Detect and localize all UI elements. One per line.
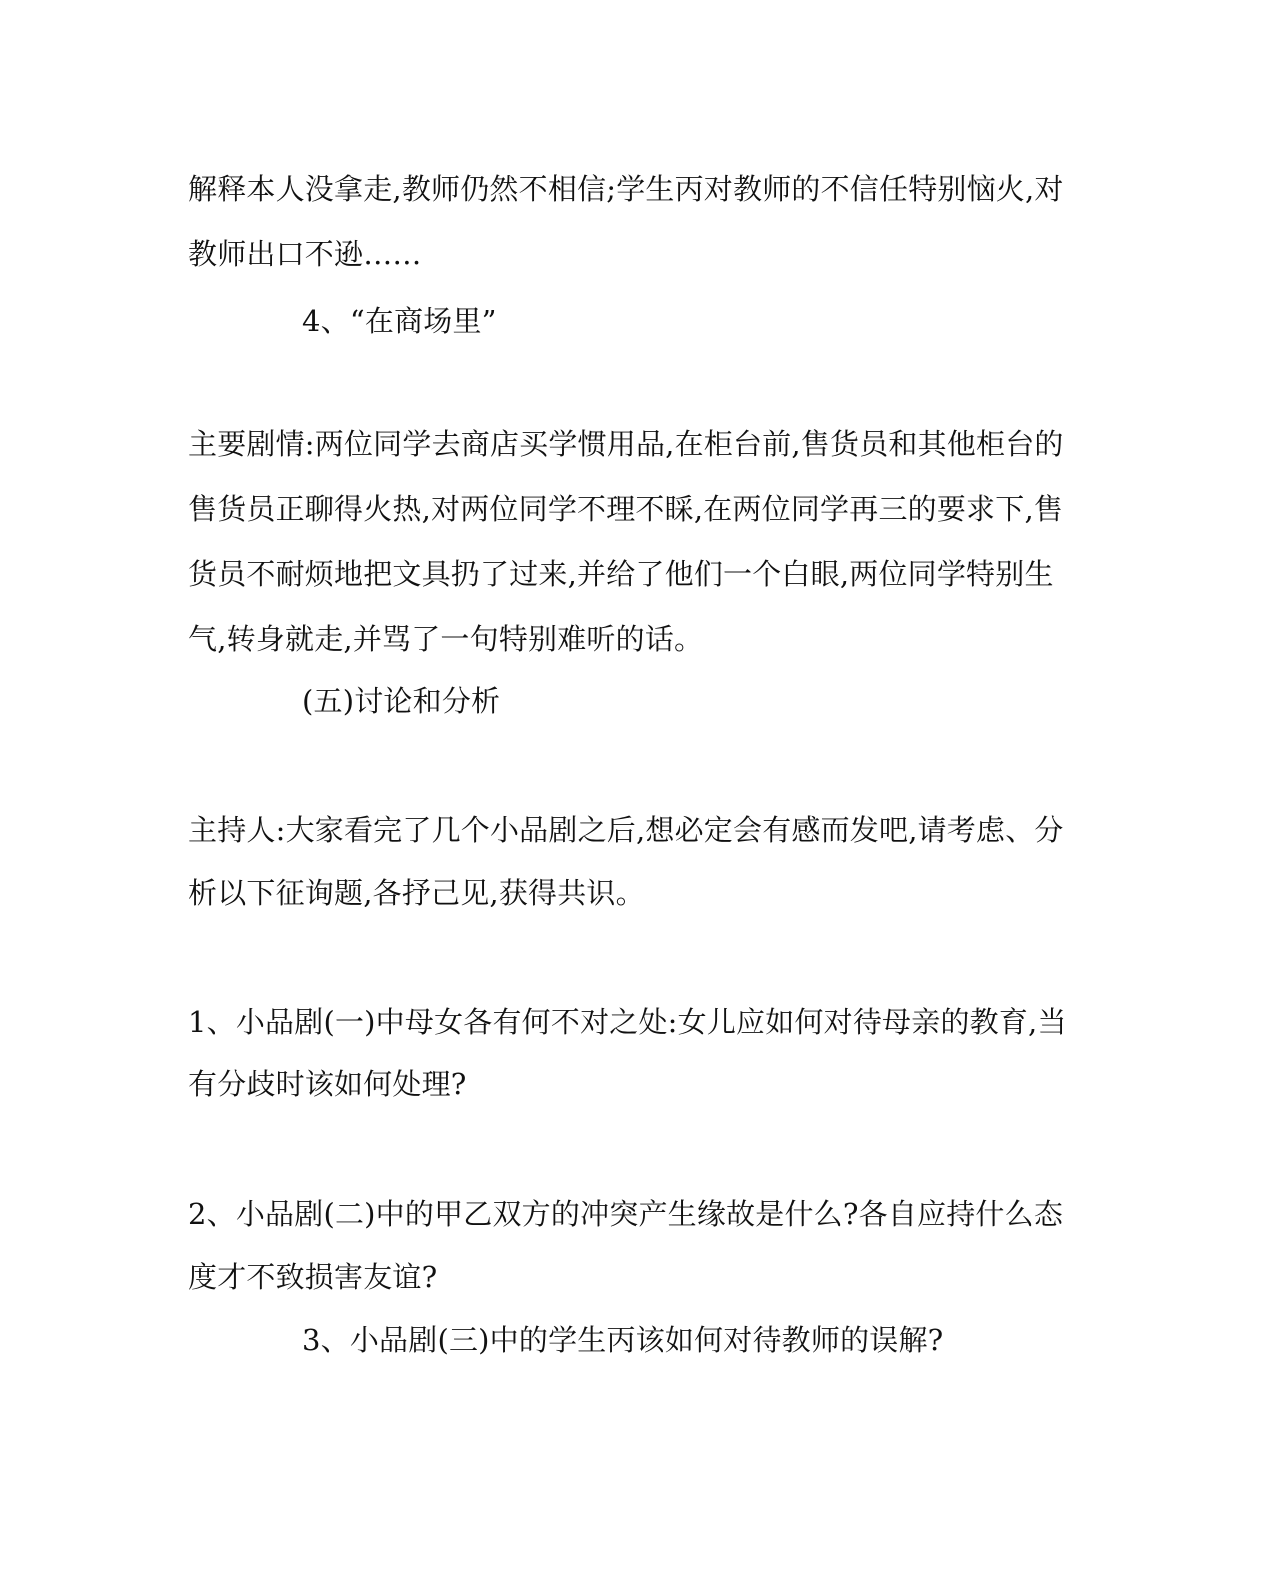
question-line: 1、小品剧(一)中母女各有何不对之处:女儿应如何对待母亲的教育,当 bbox=[188, 1005, 1067, 1039]
question-line: 3、小品剧(三)中的学生丙该如何对待教师的误解? bbox=[302, 1323, 944, 1357]
paragraph-line: 主持人:大家看完了几个小品剧之后,想必定会有感而发吧,请考虑、分 bbox=[188, 813, 1064, 847]
question-line: 2、小品剧(二)中的甲乙双方的冲突产生缘故是什么?各自应持什么态 bbox=[188, 1197, 1064, 1231]
paragraph-line: 售货员正聊得火热,对两位同学不理不睬,在两位同学再三的要求下,售 bbox=[188, 492, 1064, 526]
paragraph-line: 货员不耐烦地把文具扔了过来,并给了他们一个白眼,两位同学特别生 bbox=[188, 557, 1054, 591]
section-heading: 4、“在商场里” bbox=[302, 304, 497, 338]
paragraph-line: 教师出口不逊…… bbox=[188, 237, 422, 271]
paragraph-line: 气,转身就走,并骂了一句特别难听的话。 bbox=[188, 622, 704, 656]
paragraph-line: 析以下征询题,各抒己见,获得共识。 bbox=[188, 876, 645, 910]
question-line: 度才不致损害友谊? bbox=[188, 1260, 438, 1294]
paragraph-line: 主要剧情:两位同学去商店买学惯用品,在柜台前,售货员和其他柜台的 bbox=[188, 427, 1064, 461]
section-heading: (五)讨论和分析 bbox=[302, 684, 501, 718]
paragraph-line: 解释本人没拿走,教师仍然不相信;学生丙对教师的不信任特别恼火,对 bbox=[188, 172, 1064, 206]
question-line: 有分歧时该如何处理? bbox=[188, 1067, 467, 1101]
